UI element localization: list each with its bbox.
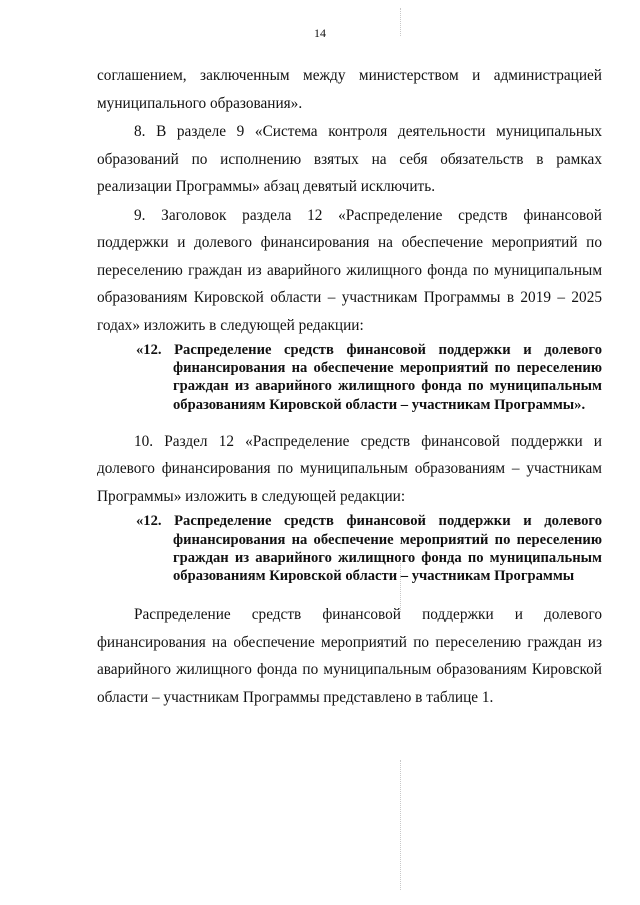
section-12-heading-quote-2: «12. Распределение средств финансовой поддержки и долевого финансирования на обеспечение мероприятий по переселению граждан из аварийного жилищного фонда по муниципальным образованиям Кировской области – участникам Программы — [136, 513, 602, 584]
document-body — [97, 62, 602, 711]
paragraph-continuation: соглашением, заключенным между министерством и администрацией муниципального образования». — [97, 67, 602, 112]
section-12-heading-quote-1: «12. Распределение средств финансовой поддержки и долевого финансирования на обеспечение мероприятий по переселению граждан из аварийного жилищного фонда по муниципальным образованиям Кировской области – участникам Программы». — [136, 342, 602, 413]
paragraph-item-8: 8. В разделе 9 «Система контроля деятельности муниципальных образований по исполнению взятых на себя обязательств в рамках реализации Программы» абзац девятый исключить. — [97, 123, 602, 195]
scan-artifact-line — [400, 8, 401, 36]
page-number: 14 — [314, 26, 326, 40]
paragraph-item-9: 9. Заголовок раздела 12 «Распределение средств финансовой поддержки и долевого финансирования на обеспечение мероприятий по переселению граждан из аварийного жилищного фонда по муниципальным образованиям Кировской области – участникам Программы в 2019 – 2025 годах» изложить в следующей редакции: — [97, 206, 602, 334]
scan-artifact-line — [400, 560, 401, 610]
scan-artifact-line — [400, 760, 401, 890]
paragraph-item-10: 10. Раздел 12 «Распределение средств финансовой поддержки и долевого финансирования по муниципальным образованиям – участникам Программы» изложить в следующей редакции: — [97, 432, 602, 505]
paragraph-table-reference: Распределение средств финансовой поддержки и долевого финансирования на обеспечение мероприятий по переселению граждан из аварийного жилищного фонда по муниципальным образованиям Кировской области – участникам Программы представлено в таблице 1. — [97, 606, 602, 706]
